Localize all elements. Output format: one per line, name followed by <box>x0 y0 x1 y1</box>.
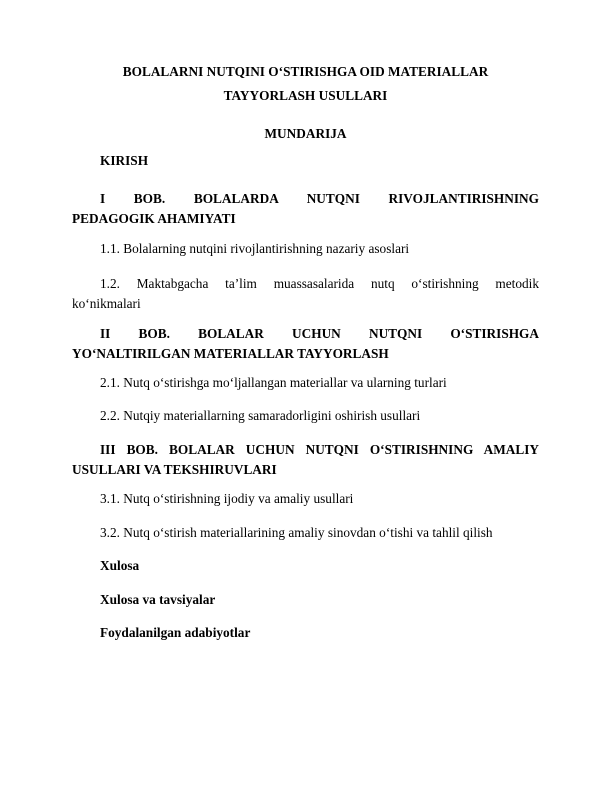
toc-item-chapter-3 <box>72 440 539 480</box>
toc-heading: MUNDARIJA <box>264 126 347 141</box>
toc-section-1-2-line-1: 1.2. Maktabgacha ta’lim muassasalarida nutq o‘stirishning metodik <box>100 276 539 291</box>
document-title-line-1: BOLALARNI NUTQINI O‘STIRISHGA OID MATERIALLAR <box>122 64 489 79</box>
toc-chapter-1-line-2: PEDAGOGIK AHAMIYATI <box>72 211 236 226</box>
toc-item-chapter-1 <box>72 189 539 229</box>
toc-item-references: Foydalanilgan adabiyotlar <box>100 625 251 640</box>
toc-item-section-3-2: 3.2. Nutq o‘stirish materiallarining amaliy sinovdan o‘tishi va tahlil qilish <box>100 525 493 540</box>
document-title-line-2: TAYYORLASH USULLARI <box>223 88 388 103</box>
toc-chapter-3-line-2: USULLARI VA TEKSHIRUVLARI <box>72 462 277 477</box>
toc-item-recommendations: Xulosa va tavsiyalar <box>100 592 216 607</box>
toc-chapter-3-line-1: III BOB. BOLALAR UCHUN NUTQNI O‘STIRISHNING AMALIY <box>100 442 539 457</box>
toc-item-chapter-2 <box>72 324 539 364</box>
toc-item-section-1-2 <box>72 274 539 314</box>
toc-chapter-2-line-1: II BOB. BOLALAR UCHUN NUTQNI O‘STIRISHGA <box>100 326 539 341</box>
toc-item-section-2-2: 2.2. Nutqiy materiallarning samaradorligini oshirish usullari <box>100 408 421 423</box>
toc-item-conclusion: Xulosa <box>100 558 140 573</box>
toc-section-1-2-line-2: ko‘nikmalari <box>72 296 141 311</box>
toc-chapter-1-line-1: I BOB. BOLALARDA NUTQNI RIVOJLANTIRISHNING <box>100 191 539 206</box>
toc-item-section-1-1: 1.1. Bolalarning nutqini rivojlantirishning nazariy asoslari <box>100 241 410 256</box>
toc-item-section-3-1: 3.1. Nutq o‘stirishning ijodiy va amaliy usullari <box>100 491 354 506</box>
toc-chapter-2-line-2: YO‘NALTIRILGAN MATERIALLAR TAYYORLASH <box>72 346 389 361</box>
toc-item-section-2-1: 2.1. Nutq o‘stirishga mo‘ljallangan materiallar va ularning turlari <box>100 375 447 390</box>
toc-item-intro: KIRISH <box>100 153 149 168</box>
